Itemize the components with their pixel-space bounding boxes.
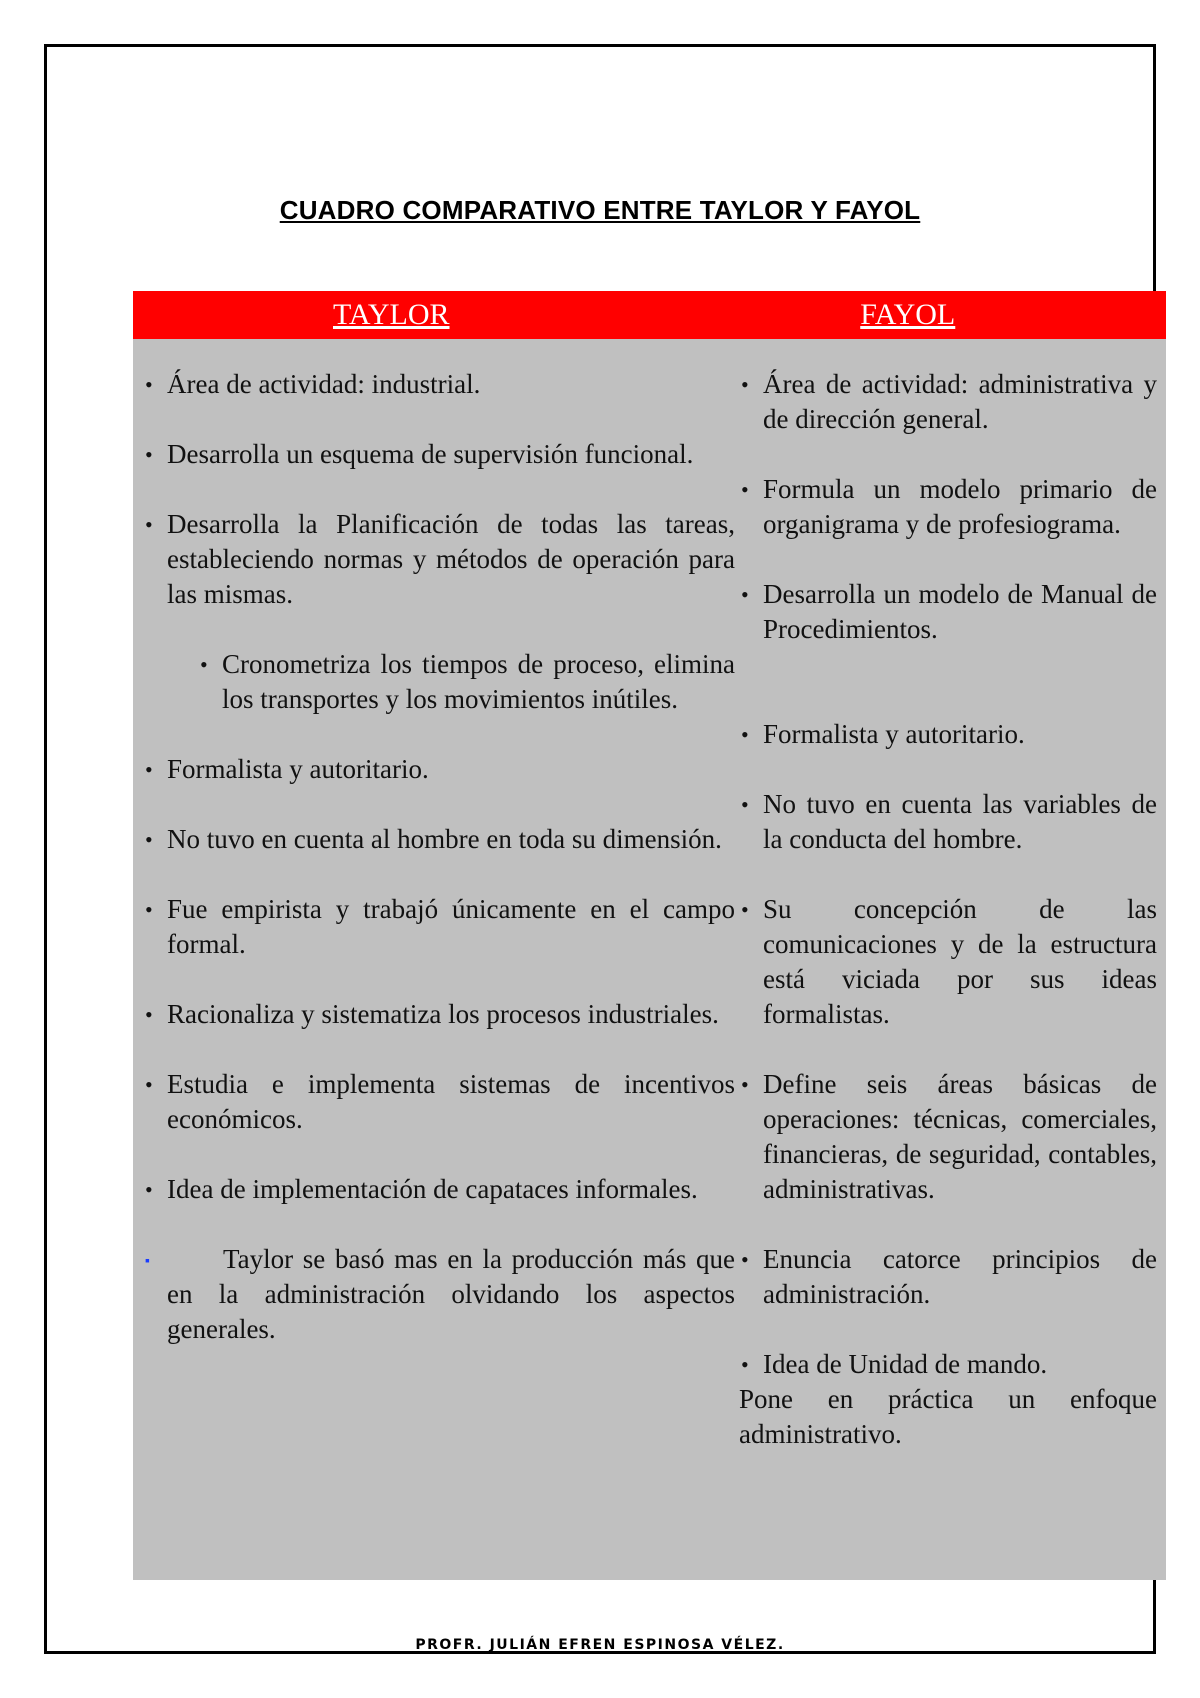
bullet-icon: • xyxy=(145,1072,153,1097)
list-item: • Desarrolla la Planificación de todas las tareas, estableciendo normas y métodos de operación para las mismas. xyxy=(145,509,735,609)
bullet-icon: • xyxy=(200,652,208,677)
fayol-column xyxy=(739,367,1157,1452)
list-item: • Idea de implementación de capataces informales. xyxy=(143,1172,735,1207)
table-header-row xyxy=(133,291,1166,339)
page-title: CUADRO COMPARATIVO ENTRE TAYLOR Y FAYOL xyxy=(279,195,921,225)
page-frame xyxy=(44,44,1156,1654)
list-item: • Racionaliza y sistematiza los procesos industriales. xyxy=(143,997,735,1032)
list-item: • Formalista y autoritario. xyxy=(739,717,1157,752)
bullet-icon: • xyxy=(741,372,749,397)
list-item: • Área de actividad: administrativa y de dirección general. xyxy=(741,369,1157,434)
bullet-icon: • xyxy=(145,757,153,782)
bullet-icon: • xyxy=(145,512,153,537)
bullet-icon: • xyxy=(741,792,749,817)
list-item: • No tuvo en cuenta al hombre en toda su dimensión. xyxy=(143,822,735,857)
bullet-icon: • xyxy=(741,1072,749,1097)
list-item: • Cronometriza los tiempos de proceso, elimina los transportes y los movimientos inútiles. xyxy=(200,649,735,714)
list-item: • No tuvo en cuenta las variables de la conducta del hombre. xyxy=(741,789,1157,854)
bullet-icon: • xyxy=(741,897,749,922)
comparison-table xyxy=(133,291,1166,1580)
bullet-icon: • xyxy=(741,1352,749,1377)
header-taylor: TAYLOR xyxy=(333,298,450,331)
list-item: • Su concepción de las comunicaciones y de la estructura está viciada por sus ideas formalistas. xyxy=(741,894,1157,1029)
bullet-icon: • xyxy=(145,442,153,467)
list-item: • Desarrolla un esquema de supervisión funcional. xyxy=(143,437,735,472)
list-item: • Estudia e implementa sistemas de incentivos económicos. xyxy=(145,1069,735,1134)
bullet-icon: • xyxy=(145,1002,153,1027)
bullet-icon: • xyxy=(145,827,153,852)
taylor-column xyxy=(143,367,735,1347)
list-item: • Enuncia catorce principios de administración. xyxy=(741,1244,1157,1309)
square-bullet-icon: ▪ xyxy=(145,1254,150,1269)
bullet-icon: • xyxy=(741,477,749,502)
list-item: • Área de actividad: industrial. xyxy=(143,367,735,402)
bullet-icon: • xyxy=(145,1177,153,1202)
list-item: ▪ Taylor se basó mas en la producción más que en la administración olvidando los aspectos generales. xyxy=(145,1244,735,1344)
bullet-icon: • xyxy=(741,1247,749,1272)
list-item: • Desarrolla un modelo de Manual de Procedimientos. xyxy=(741,579,1157,644)
list-item: • Fue empirista y trabajó únicamente en el campo formal. xyxy=(145,894,735,959)
footer-author: PROFR. JULIÁN EFREN ESPINOSA VÉLEZ. xyxy=(415,1637,785,1653)
list-item: • Formula un modelo primario de organigrama y de profesiograma. xyxy=(741,474,1157,539)
header-fayol: FAYOL xyxy=(860,298,956,331)
bullet-icon: • xyxy=(741,722,749,747)
bullet-icon: • xyxy=(741,582,749,607)
bullet-icon: • xyxy=(145,372,153,397)
list-item: • Formalista y autoritario. xyxy=(143,752,735,787)
list-item: • Idea de Unidad de mando. xyxy=(739,1347,1157,1382)
list-item: • Define seis áreas básicas de operaciones: técnicas, comerciales, financieras, de seguridad, contables, administrativas. xyxy=(741,1069,1157,1204)
bullet-icon: • xyxy=(145,897,153,922)
closing-text: Pone en práctica un enfoque administrativo. xyxy=(739,1384,1157,1449)
